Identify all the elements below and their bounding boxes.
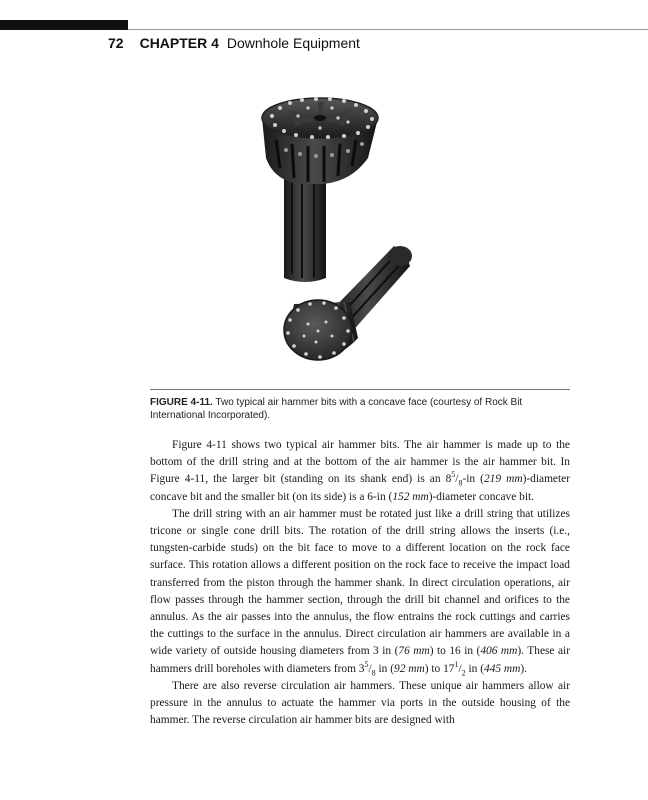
paragraph-2: The drill string with an air hammer must be rotated just like a drill string that utilizes tricone or single cone drill bits. The rotation of the drill string allows the inserts (i.e., tungsten-carbide studs) on the bit face to move to a different location on the rock face surface. This rotation allows a different position on the rock face to receive the impact load transferred from the piston through the hammer shank. In direct circulation operations, air flow passes through the hammer section, through the drill bit channel and orifices to the annulus. As the air passes into the annulus, the flow entrains the rock cuttings and carries the cuttings to the surface in the annulus. Direct circulation air hammers are available in a wide variety of outside housing diameters from 3 in (76 mm) to 16 in (406 mm). These air hammers drill boreholes with diameters from $3^5/_8$ in (92 mm) to $17^1/_2$ in (445 mm). [150, 507, 570, 677]
p2-metric-4: 445 mm [484, 662, 521, 675]
p2-frac2-den: 2 [461, 667, 466, 677]
paragraph-3 [150, 678, 570, 730]
header-rule [128, 29, 648, 30]
p2-text-b: ) to 16 in ( [429, 645, 481, 658]
p2-frac2-num: 1 [454, 659, 459, 669]
p2-text-e: ) to 17 [424, 662, 455, 675]
p1-frac-num: 5 [451, 470, 456, 480]
chapter-label: CHAPTER 4 [139, 35, 219, 51]
p2-frac1-den: 8 [371, 667, 376, 677]
p1-text-b: -in ( [462, 473, 484, 486]
p1-text-d: )-diameter concave bit. [428, 490, 535, 503]
p1-frac-den: 8 [458, 478, 463, 488]
p1-metric-2: 152 mm [392, 490, 429, 503]
air-hammer-bits-photo [228, 88, 424, 376]
figure-label: FIGURE 4-11. [150, 397, 213, 408]
body-text [150, 437, 570, 729]
caption-text: Two typical air hammer bits with a concave face (courtesy of Rock Bit International Incorporated). [150, 397, 523, 421]
p1-text-a: Figure 4-11 shows two typical air hammer bits. The air hammer is made up to the bottom of the drill string and at the bottom of the air hammer is the air hammer bit. In Figure 4-11, the larger bit (standing on its shank end) is an 8 [150, 439, 570, 486]
figure-caption [150, 396, 570, 422]
paragraph-1: Figure 4-11 shows two typical air hammer bits. The air hammer is made up to the bottom of the drill string and at the bottom of the air hammer is the air hammer bit. In Figure 4-11, the larger bit (standing on its shank end) is an $8^5/_8-in$ (219 mm)-diameter concave bit and the smaller bit (on its side) is a 6-in (152 mm)-diameter concave bit. [150, 439, 570, 503]
running-header [108, 35, 360, 51]
caption-rule [150, 389, 570, 390]
p3-text-a: There are also reverse circulation air hammers. These unique air hammers allow air pressure in the annulus to actuate the hammer via ports in the outside housing of the hammer. The reverse circulation air hammer bits are designed with [150, 679, 570, 727]
p2-text-c: ). These air hammers drill boreholes with diameters from 3 [150, 645, 570, 675]
p1-text-c: )-diameter concave bit and the smaller bit (on its side) is a 6-in ( [150, 473, 570, 503]
p2-text-g: ). [520, 662, 528, 675]
p2-frac1-num: 5 [364, 659, 369, 669]
page-number: 72 [108, 35, 124, 51]
p1-metric-1: 219 mm [483, 473, 523, 486]
p2-text-a: The drill string with an air hammer must be rotated just like a drill string that utilizes tricone or single cone drill bits. The rotation of the drill string allows the inserts (i.e., tungsten-carbide studs) on the bit face to move to a different location on the rock face surface. This rotation allows a different position on the rock face to receive the impact load transferred from the piston through the hammer shank. In direct circulation operations, air flow passes through the hammer section, through the drill bit channel and orifices to the annulus. As the air passes into the annulus, the flow entrains the rock cuttings and carries the cuttings to the surface in the annulus. Direct circulation air hammers are available in a wide variety of outside housing diameters from 3 in ( [150, 507, 570, 658]
p2-metric-1: 76 mm [398, 645, 430, 658]
section-title: Downhole Equipment [226, 35, 360, 51]
p2-metric-3: 92 mm [394, 662, 425, 675]
p2-text-f: in ( [465, 662, 484, 675]
p2-metric-2: 406 mm [480, 645, 518, 658]
p2-text-d: in ( [375, 662, 395, 675]
header-bar [0, 20, 128, 30]
